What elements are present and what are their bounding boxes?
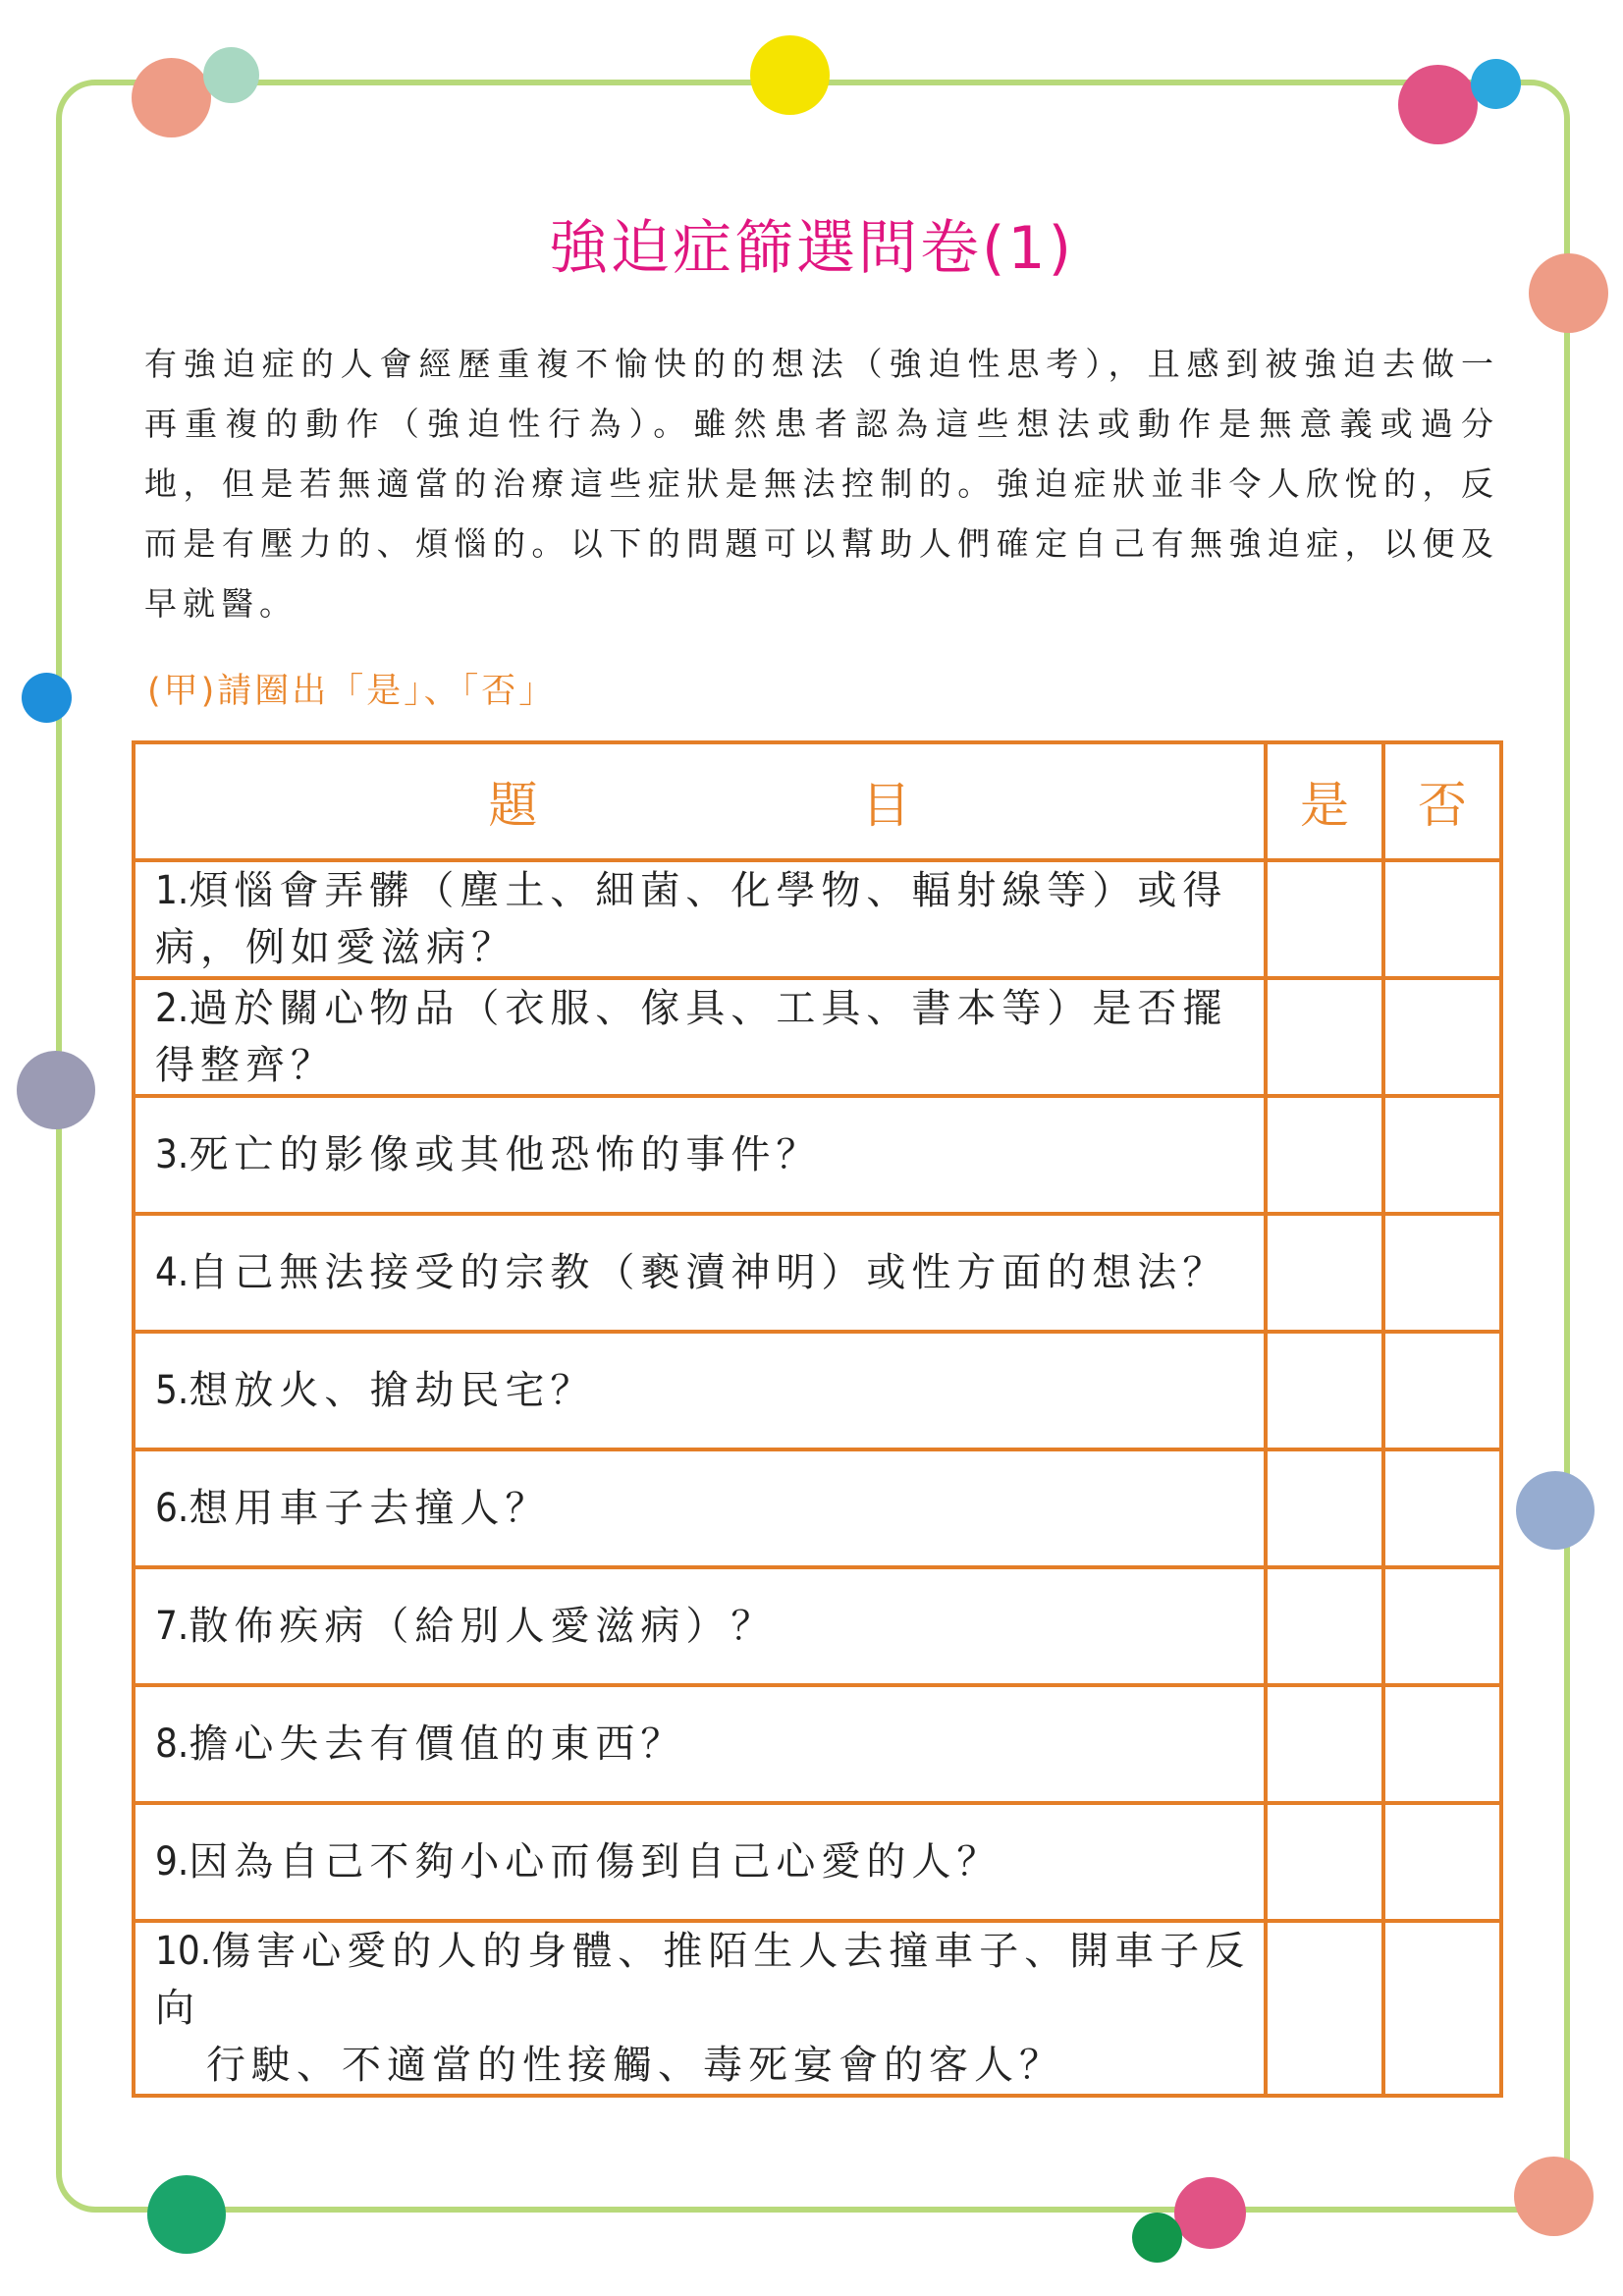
question-cell [134, 1449, 1266, 1567]
question-text: 死亡的影像或其他恐怖的事件？ [189, 1132, 822, 1177]
decorative-dot [1132, 2213, 1182, 2263]
decorative-dot [1174, 2177, 1246, 2249]
header-topic: 題目 [134, 742, 1266, 860]
answer-no-cell[interactable] [1383, 1449, 1501, 1567]
answer-yes-cell[interactable] [1266, 978, 1383, 1096]
question-number: 8. [155, 1722, 189, 1767]
table-row [134, 1567, 1501, 1685]
question-cell [134, 860, 1266, 978]
table-row [134, 1803, 1501, 1921]
question-cell [134, 1685, 1266, 1803]
question-text: 煩惱會弄髒（塵土、細菌、化學物、輻射線等）或得病，例如愛滋病？ [155, 868, 1228, 970]
table-row [134, 1214, 1501, 1332]
question-cell [134, 1921, 1266, 2096]
question-number: 3. [155, 1132, 189, 1177]
question-cell [134, 1332, 1266, 1449]
table-row [134, 1685, 1501, 1803]
answer-yes-cell[interactable] [1266, 1449, 1383, 1567]
question-number: 7. [155, 1604, 189, 1649]
answer-no-cell[interactable] [1383, 1685, 1501, 1803]
question-number: 6. [155, 1486, 189, 1531]
question-cell [134, 1096, 1266, 1214]
answer-no-cell[interactable] [1383, 1214, 1501, 1332]
question-text-continued: 行駛、不適當的性接觸、毒死宴會的客人？ [206, 2043, 1064, 2088]
answer-yes-cell[interactable] [1266, 1096, 1383, 1214]
page-title: 強迫症篩選問卷(1) [549, 214, 1074, 283]
decorative-dot [1398, 65, 1478, 144]
question-text: 擔心失去有價值的東西？ [189, 1722, 686, 1767]
answer-no-cell[interactable] [1383, 1803, 1501, 1921]
question-text: 傷害心愛的人的身體、推陌生人去撞車子、開車子反向 [155, 1929, 1251, 2031]
intro-paragraph: 有強迫症的人會經歷重複不愉快的的想法（強迫性思考），且感到被強迫去做一再重複的動作（強迫性行為）。雖然患者認為這些想法或動作是無意義或過分地，但是若無適當的治療這些症狀是無法控制的。強迫症狀並非令人欣悅的，反而是有壓力的、煩惱的。以下的問題可以幫助人們確定自己有無強迫症，以便及早就醫。 [144, 345, 1499, 623]
answer-yes-cell[interactable] [1266, 1567, 1383, 1685]
question-number: 9. [155, 1839, 189, 1885]
decorative-dot [1514, 2157, 1594, 2236]
answer-yes-cell[interactable] [1266, 1332, 1383, 1449]
answer-no-cell[interactable] [1383, 1096, 1501, 1214]
decorative-dot [147, 2175, 226, 2254]
question-cell [134, 1214, 1266, 1332]
decorative-dot [132, 58, 211, 137]
table-row [134, 1096, 1501, 1214]
table-row [134, 1921, 1501, 2096]
question-number: 1. [155, 868, 189, 913]
answer-no-cell[interactable] [1383, 1567, 1501, 1685]
question-cell [134, 978, 1266, 1096]
question-number: 4. [155, 1250, 189, 1295]
answer-yes-cell[interactable] [1266, 1214, 1383, 1332]
question-text: 想用車子去撞人？ [189, 1486, 551, 1531]
header-yes: 是 [1266, 742, 1383, 860]
decorative-dot [22, 673, 72, 723]
question-cell [134, 1803, 1266, 1921]
answer-no-cell[interactable] [1383, 1332, 1501, 1449]
decorative-dot [17, 1051, 95, 1129]
table-header-row [134, 742, 1501, 860]
instruction-text: (甲)請圈出「是」、「否」 [147, 672, 557, 711]
question-number: 2. [155, 986, 189, 1031]
answer-no-cell[interactable] [1383, 978, 1501, 1096]
decorative-dot [1516, 1471, 1595, 1550]
answer-yes-cell[interactable] [1266, 1921, 1383, 2096]
screening-table [132, 740, 1503, 2098]
decorative-dot [750, 35, 830, 115]
question-number: 10. [155, 1929, 212, 1974]
header-no: 否 [1383, 742, 1501, 860]
question-text: 想放火、搶劫民宅？ [189, 1368, 596, 1413]
question-text: 自己無法接受的宗教（褻瀆神明）或性方面的想法？ [189, 1250, 1228, 1295]
table-row [134, 1332, 1501, 1449]
answer-yes-cell[interactable] [1266, 860, 1383, 978]
question-text: 散佈疾病（給別人愛滋病）？ [189, 1604, 777, 1649]
answer-yes-cell[interactable] [1266, 1803, 1383, 1921]
answer-yes-cell[interactable] [1266, 1685, 1383, 1803]
question-number: 5. [155, 1368, 189, 1413]
question-text: 過於關心物品（衣服、傢具、工具、書本等）是否擺得整齊？ [155, 986, 1228, 1088]
answer-no-cell[interactable] [1383, 860, 1501, 978]
decorative-dot [203, 47, 259, 103]
table-row [134, 1449, 1501, 1567]
question-text: 因為自己不夠小心而傷到自己心愛的人？ [189, 1839, 1002, 1885]
decorative-dot [1471, 59, 1521, 109]
table-row [134, 860, 1501, 978]
question-cell [134, 1567, 1266, 1685]
table-row [134, 978, 1501, 1096]
answer-no-cell[interactable] [1383, 1921, 1501, 2096]
